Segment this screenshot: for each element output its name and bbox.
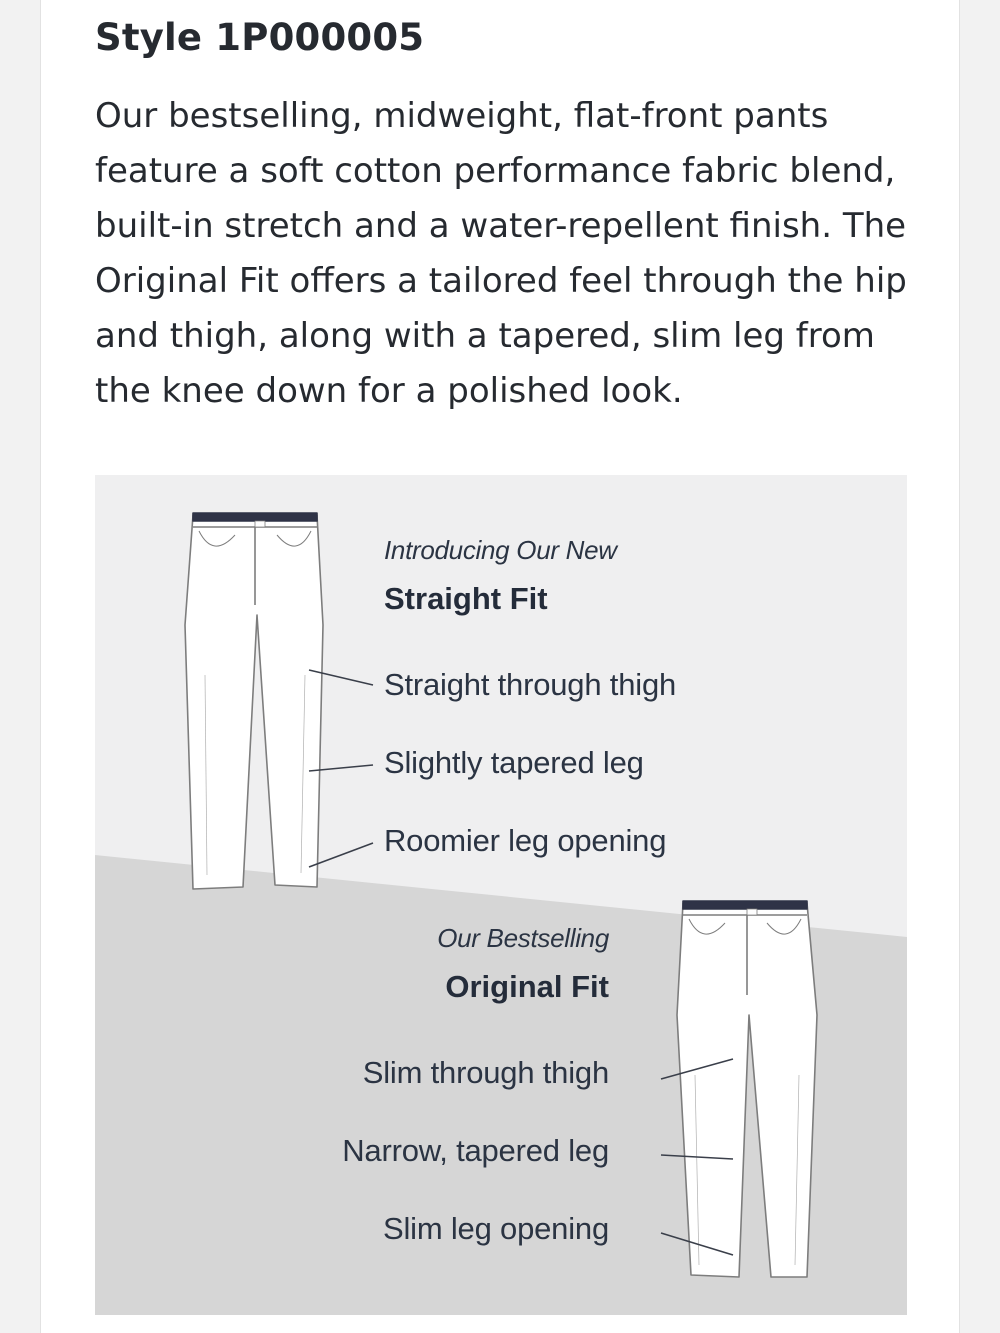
- style-number-heading: Style 1P000005: [95, 16, 425, 59]
- straight-fit-feature: Straight through thigh: [384, 667, 677, 702]
- straight-fit-feature: Slightly tapered leg: [384, 745, 644, 780]
- fit-comparison-graphic: [95, 475, 907, 1315]
- original-fit-feature: Narrow, tapered leg: [342, 1133, 609, 1168]
- straight-fit-intro: Introducing Our New: [384, 535, 617, 565]
- product-description: Our bestselling, midweight, flat-front pants feature a soft cotton performance fabric blend, built-in stretch and a water-repellent finish. The Original Fit offers a tailored feel through the hip and thigh, along with a tapered, slim leg from the knee down for a polished look.: [95, 96, 907, 411]
- original-fit-name: Original Fit: [445, 969, 609, 1004]
- product-detail-page: [40, 0, 960, 1333]
- straight-fit-feature: Roomier leg opening: [384, 823, 667, 858]
- straight-fit-name: Straight Fit: [384, 581, 548, 616]
- original-fit-feature: Slim through thigh: [362, 1055, 609, 1090]
- original-fit-feature: Slim leg opening: [382, 1211, 609, 1246]
- original-fit-intro: Our Bestselling: [437, 923, 609, 953]
